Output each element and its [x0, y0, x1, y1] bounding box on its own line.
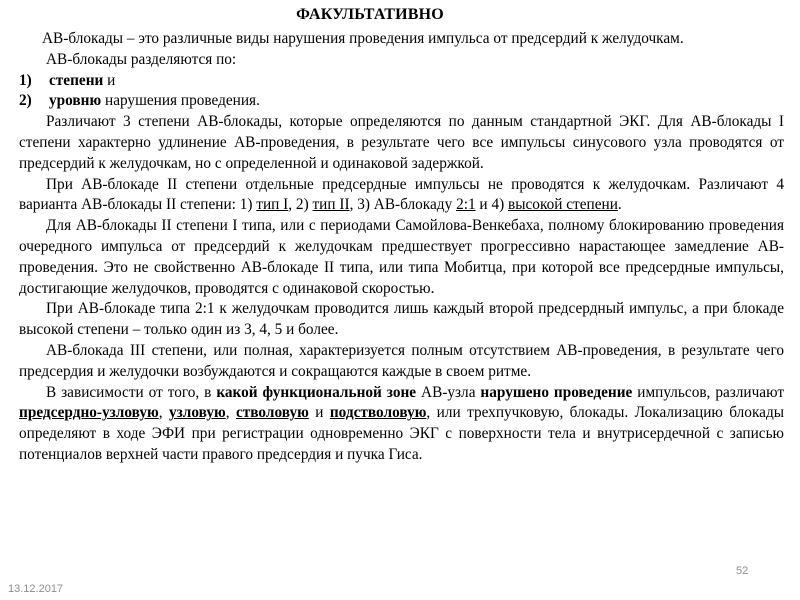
paragraph-definition: АВ-блокады – это различные виды нарушения проведения импульса от предсердий к желудочкам.: [42, 30, 684, 47]
page-title: ФАКУЛЬТАТИВНО: [296, 6, 444, 23]
list-number: 2): [19, 92, 32, 110]
bold-underlined-text: предсердно-узловую: [19, 404, 159, 422]
link-type-1[interactable]: тип I: [256, 196, 289, 214]
link-2-1[interactable]: 2:1: [456, 196, 476, 214]
paragraph-second-degree: [19, 175, 784, 217]
text-span: .: [617, 196, 622, 214]
list-number: 1): [19, 71, 32, 89]
list-item-bold: степени: [49, 71, 104, 89]
bold-underlined-text: подстволовую: [329, 404, 427, 422]
text-span: При АВ-блокаде II степени отдельные предсердные импульсы не проводятся к желудочкам. Различают 4 варианта АВ-блокады II степени: 1): [19, 175, 784, 214]
paragraph-degrees: Различают 3 степени АВ-блокады, которые определяются по данным стандартной ЭКГ. Для АВ-блокады I степени характерно удлинение АВ-проведения, в результате чего все импульсы синусового узла проводятся от предсердий к желудочкам, но с определенной и одинаковой задержкой.: [19, 113, 784, 172]
text-span: АВ-узла: [416, 383, 481, 401]
footer-date: 13.12.2017: [8, 583, 64, 595]
paragraph-localization: [19, 383, 784, 466]
bold-text: какой функциональной зоне: [216, 383, 417, 401]
slide-body: [19, 29, 784, 466]
text-span: В зависимости от того, в: [46, 383, 217, 401]
bold-text: нарушено проведение: [480, 383, 633, 401]
bold-underlined-text: узловую: [168, 404, 226, 422]
text-span: импульсов, различают: [632, 383, 785, 401]
list-item-text: и: [103, 71, 116, 89]
paragraph-third-degree: АВ-блокада III степени, или полная, характеризуется полным отсутствием АВ-проведения, в результате чего предсердия и желудочки возбуждаются и сокращаются каждые в своем ритме.: [19, 341, 784, 380]
text-span: и: [308, 404, 330, 422]
text-span: , 2): [288, 196, 313, 214]
link-type-2[interactable]: тип II: [312, 196, 350, 214]
list-item: [19, 91, 784, 112]
page-number: 52: [736, 565, 749, 577]
paragraph-classification: АВ-блокады разделяются по:: [46, 50, 237, 68]
text-span: и 4): [475, 196, 509, 214]
list-item-text: нарушения проведения.: [101, 92, 260, 110]
text-span: ,: [158, 404, 169, 422]
paragraph-wenckebach: Для АВ-блокады II степени I типа, или с периодами Самойлова-Венкебаха, полному блокированию проведения очередного импульса от предсердий к желудочкам предшествует прогрессивно нарастающее замедление АВ-проведения. Это не свойственно АВ-блокаде II типа, или типа Мобитца, при которой все предсердные импульсы, достигающие желудочков, проводятся с одинаковой скоростью.: [19, 217, 784, 297]
list-item: [19, 71, 784, 92]
text-span: ,: [225, 404, 236, 422]
bold-underlined-text: стволовую: [235, 404, 309, 422]
link-high-degree[interactable]: высокой степени: [508, 196, 618, 214]
list-item-bold: уровню: [49, 92, 102, 110]
text-span: , 3) АВ-блокаду: [349, 196, 457, 214]
paragraph-2-1-block: При АВ-блокаде типа 2:1 к желудочкам проводится лишь каждый второй предсердный импульс, а при блокаде высокой степени – только один из 3, 4, 5 и более.: [19, 300, 784, 339]
text-span: , или трехпучковую, блокады. Локализацию блокады определяют в ходе ЭФИ при регистрации одновременно ЭКГ с поверхности тела и внутрисердечной с записью потенциалов верхней части правого предсердия и пучка Гиса.: [19, 404, 785, 463]
